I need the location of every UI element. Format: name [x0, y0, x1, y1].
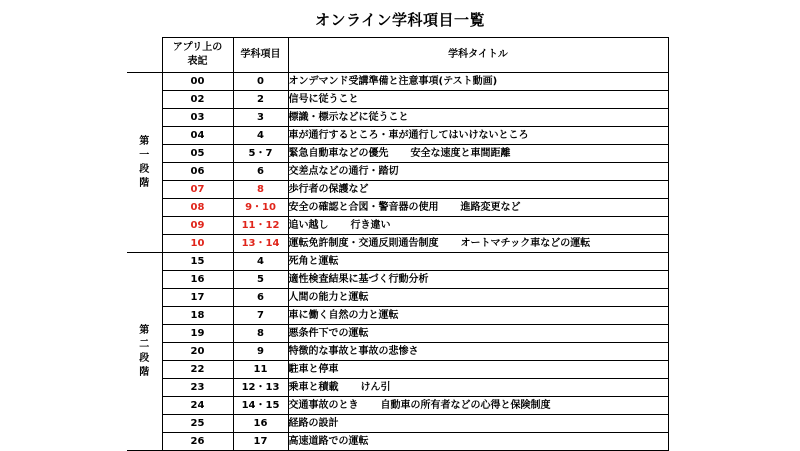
- table-row: [127, 253, 668, 271]
- lesson-title-text: 死角と運転: [288, 255, 339, 267]
- header-app-notation: [162, 38, 233, 73]
- lesson-title-text: 安全な速度と車間距離: [410, 147, 511, 159]
- lesson-title-cell: [288, 163, 668, 181]
- lesson-title-text: 運転免許制度・交通反則通告制度: [288, 237, 439, 249]
- app-notation-cell: 09: [162, 217, 233, 235]
- app-notation-cell: 15: [162, 253, 233, 271]
- lesson-title-cell: [288, 343, 668, 361]
- header-lesson-title: 学科タイトル: [288, 38, 668, 73]
- lesson-title-text: 交差点などの通行・踏切: [288, 165, 399, 177]
- lesson-title-text: 信号に従うこと: [288, 93, 359, 105]
- lesson-number-cell: 5・7: [233, 145, 288, 163]
- app-notation-cell: 00: [162, 73, 233, 91]
- lesson-title-text: オンデマンド受講準備と注意事項(テスト動画): [288, 75, 498, 87]
- lesson-title-text: 適性検査結果に基づく行動分析: [288, 273, 429, 285]
- lesson-number-cell: 9: [233, 343, 288, 361]
- table-row: [127, 289, 668, 307]
- lesson-number-cell: 8: [233, 181, 288, 199]
- lesson-number-cell: 16: [233, 415, 288, 433]
- app-notation-cell: 19: [162, 325, 233, 343]
- lesson-title-cell: [288, 397, 668, 415]
- stage-label-char: 段: [139, 163, 150, 175]
- lesson-number-cell: 11: [233, 361, 288, 379]
- app-notation-cell: 20: [162, 343, 233, 361]
- lesson-title-cell: [288, 109, 668, 127]
- table-row: [127, 271, 668, 289]
- table-body: [127, 73, 668, 451]
- lesson-title-text: 高速道路での運転: [288, 435, 369, 447]
- lesson-title-text: 歩行者の保護など: [288, 183, 369, 195]
- app-notation-cell: 26: [162, 433, 233, 451]
- stage-label-char: 階: [139, 177, 150, 189]
- stage-label-char: 一: [139, 149, 150, 161]
- lesson-title-cell: [288, 145, 668, 163]
- stage-label-char: 段: [139, 352, 150, 364]
- lesson-table: [127, 37, 669, 451]
- lesson-number-cell: 2: [233, 91, 288, 109]
- table-row: [127, 127, 668, 145]
- header-row: [127, 38, 668, 73]
- lesson-title-cell: [288, 217, 668, 235]
- app-notation-cell: 04: [162, 127, 233, 145]
- stage-label-char: 第: [139, 135, 150, 147]
- app-notation-cell: 16: [162, 271, 233, 289]
- lesson-title-text: 安全の確認と合図・警音器の使用: [288, 201, 439, 213]
- header-stage-blank: [127, 38, 162, 73]
- lesson-number-cell: 14・15: [233, 397, 288, 415]
- app-notation-cell: 24: [162, 397, 233, 415]
- app-notation-cell: 25: [162, 415, 233, 433]
- app-notation-cell: 05: [162, 145, 233, 163]
- table-row: [127, 361, 668, 379]
- lesson-title-cell: [288, 235, 668, 253]
- app-notation-cell: 22: [162, 361, 233, 379]
- lesson-number-cell: 4: [233, 127, 288, 145]
- app-notation-cell: 08: [162, 199, 233, 217]
- stage-label-char: 二: [139, 338, 150, 350]
- lesson-title-text: 行き違い: [350, 219, 391, 231]
- lesson-title-text: けん引: [360, 381, 391, 393]
- table-row: [127, 217, 668, 235]
- stage-label: [127, 73, 162, 253]
- lesson-title-text: 交通事故のとき: [288, 399, 359, 411]
- lesson-number-cell: 6: [233, 289, 288, 307]
- lesson-title-cell: [288, 91, 668, 109]
- table-row: [127, 109, 668, 127]
- header-app-line2: 表記: [187, 56, 208, 67]
- lesson-title-cell: [288, 127, 668, 145]
- lesson-title-text: 経路の設計: [288, 417, 339, 429]
- lesson-number-cell: 5: [233, 271, 288, 289]
- table-row: [127, 415, 668, 433]
- lesson-number-cell: 11・12: [233, 217, 288, 235]
- table-row: [127, 379, 668, 397]
- table-row: [127, 73, 668, 91]
- app-notation-cell: 10: [162, 235, 233, 253]
- app-notation-cell: 02: [162, 91, 233, 109]
- lesson-title-cell: [288, 253, 668, 271]
- header-app-line1: アプリ上の: [172, 42, 223, 53]
- lesson-number-cell: 7: [233, 307, 288, 325]
- lesson-number-cell: 6: [233, 163, 288, 181]
- stage-label-char: 階: [139, 366, 150, 378]
- lesson-title-cell: [288, 181, 668, 199]
- lesson-number-cell: 3: [233, 109, 288, 127]
- lesson-title-cell: [288, 73, 668, 91]
- lesson-title-cell: [288, 415, 668, 433]
- lesson-title-text: 人間の能力と運転: [288, 291, 369, 303]
- lesson-title-text: 標識・標示などに従うこと: [288, 111, 409, 123]
- lesson-title-cell: [288, 307, 668, 325]
- app-notation-cell: 07: [162, 181, 233, 199]
- lesson-number-cell: 9・10: [233, 199, 288, 217]
- lesson-number-cell: 12・13: [233, 379, 288, 397]
- lesson-number-cell: 4: [233, 253, 288, 271]
- stage-label-char: 第: [139, 324, 150, 336]
- lesson-title-cell: [288, 271, 668, 289]
- table-row: [127, 181, 668, 199]
- lesson-number-cell: 0: [233, 73, 288, 91]
- table-row: [127, 235, 668, 253]
- lesson-title-text: 乗車と積載: [288, 381, 339, 393]
- lesson-number-cell: 8: [233, 325, 288, 343]
- stage-label: [127, 253, 162, 451]
- lesson-title-cell: [288, 325, 668, 343]
- lesson-number-cell: 17: [233, 433, 288, 451]
- app-notation-cell: 06: [162, 163, 233, 181]
- table-row: [127, 397, 668, 415]
- lesson-title-text: 自動車の所有者などの心得と保険制度: [380, 399, 551, 411]
- lesson-title-cell: [288, 361, 668, 379]
- lesson-title-text: 追い越し: [288, 219, 329, 231]
- lesson-title-cell: [288, 433, 668, 451]
- app-notation-cell: 17: [162, 289, 233, 307]
- header-lesson-number: 学科項目: [233, 38, 288, 73]
- lesson-title-text: 悪条件下での運転: [288, 327, 369, 339]
- table-row: [127, 433, 668, 451]
- lesson-title-text: 車が通行するところ・車が通行してはいけないところ: [288, 129, 529, 141]
- table-row: [127, 307, 668, 325]
- app-notation-cell: 23: [162, 379, 233, 397]
- app-notation-cell: 18: [162, 307, 233, 325]
- table-row: [127, 91, 668, 109]
- table-row: [127, 145, 668, 163]
- lesson-title-text: 車に働く自然の力と運転: [288, 309, 399, 321]
- lesson-title-cell: [288, 379, 668, 397]
- table-row: [127, 343, 668, 361]
- lesson-title-text: 特徴的な事故と事故の悲惨さ: [288, 345, 419, 357]
- lesson-title-text: オートマチック車などの運転: [460, 237, 591, 249]
- lesson-title-cell: [288, 199, 668, 217]
- app-notation-cell: 03: [162, 109, 233, 127]
- page-title: オンライン学科項目一覧: [314, 11, 486, 29]
- table-row: [127, 199, 668, 217]
- table-row: [127, 163, 668, 181]
- lesson-title-text: 駐車と停車: [288, 363, 339, 375]
- lesson-number-cell: 13・14: [233, 235, 288, 253]
- lesson-title-text: 緊急自動車などの優先: [288, 147, 389, 159]
- lesson-title-text: 進路変更など: [460, 201, 521, 213]
- table-row: [127, 325, 668, 343]
- lesson-title-cell: [288, 289, 668, 307]
